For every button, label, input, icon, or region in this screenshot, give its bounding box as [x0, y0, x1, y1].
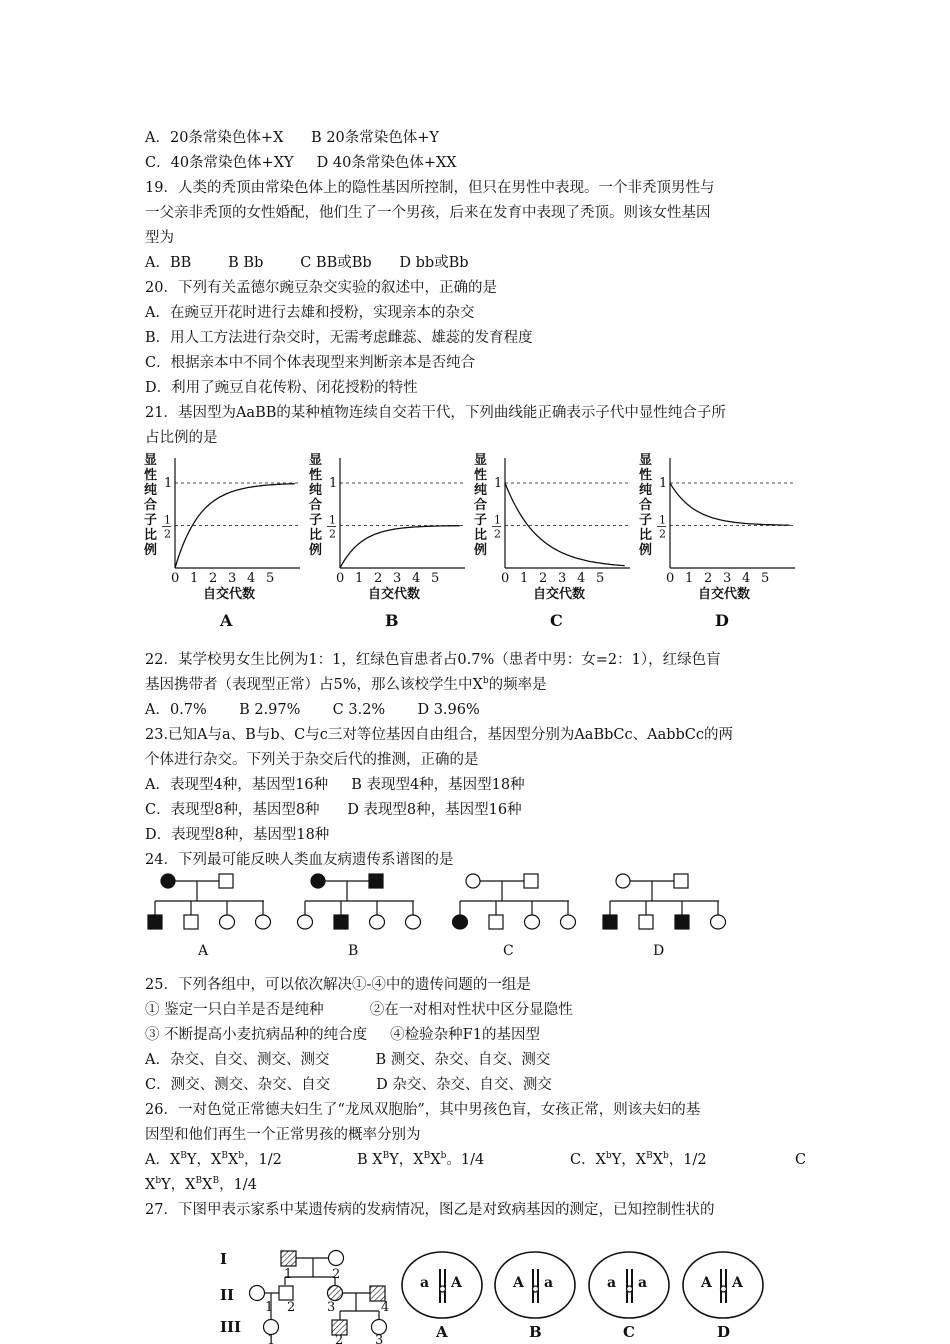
y-axis-label-char: 子	[144, 513, 158, 528]
pedigree-c	[453, 874, 576, 959]
q21-curve-figures	[140, 450, 800, 635]
figure-caption: C	[503, 943, 514, 959]
y-axis-label-char: 例	[639, 543, 653, 558]
father-symbol	[369, 874, 383, 888]
i1-affected-male	[281, 1251, 296, 1266]
father-symbol	[219, 874, 233, 888]
text-segment: Y，X	[389, 1152, 424, 1168]
curve-panel-b	[308, 453, 465, 630]
y-axis-label-char: 纯	[144, 483, 158, 498]
x-tick-label: 2	[374, 571, 383, 586]
child-male-symbol	[603, 915, 617, 929]
text-line: A．杂交、自交、测交、测交 B 测交、杂交、自交、测交	[145, 1052, 551, 1068]
text-line: 21．基因型为AaBB的某种植物连续自交若干代，下列曲线能正确表示子代中显性纯合子所	[145, 405, 726, 421]
x-tick-label: 4	[412, 571, 421, 586]
figure-caption: A	[436, 1323, 448, 1341]
y-axis-label-char: 例	[309, 543, 323, 558]
individual-number: 2	[335, 1333, 344, 1344]
individual-number: 1	[284, 1267, 293, 1282]
ii1-female	[250, 1286, 265, 1301]
figure-caption: A	[198, 943, 209, 959]
generation-label: I	[220, 1250, 228, 1268]
allele-label: a	[420, 1275, 430, 1291]
y-axis-label-char: 性	[309, 468, 323, 483]
centromere	[533, 1286, 539, 1292]
x-tick-label: 1	[520, 571, 529, 586]
superscript: B	[180, 1151, 187, 1162]
y-axis-label-char: 子	[309, 513, 323, 528]
x-tick-label: 4	[577, 571, 586, 586]
x-tick-label: 5	[596, 571, 605, 586]
x-axis-label: 自交代数	[368, 587, 421, 602]
superscript: b	[605, 1151, 612, 1162]
superscript: b	[238, 1151, 245, 1162]
x-tick-label: 5	[431, 571, 440, 586]
child-female-symbol	[525, 915, 540, 929]
y-axis-label-char: 合	[144, 498, 158, 513]
text-line: 27．下图甲表示家系中某遗传病的发病情况，图乙是对致病基因的测定，已知控制性状的	[145, 1202, 715, 1218]
allele-label: a	[544, 1275, 554, 1291]
figure-caption: D	[717, 1323, 731, 1341]
individual-number: 3	[375, 1333, 384, 1344]
mother-symbol	[311, 874, 325, 888]
x-axis-label: 自交代数	[533, 587, 586, 602]
x-tick-label: 5	[266, 571, 275, 586]
child-female-symbol	[256, 915, 271, 929]
generation-label: II	[220, 1286, 235, 1304]
x-tick-label: 2	[539, 571, 548, 586]
x-axis-label: 自交代数	[698, 587, 751, 602]
superscript: B	[212, 1176, 220, 1187]
i2-female	[329, 1251, 344, 1266]
text-line: 占比例的是	[145, 430, 218, 446]
text-line: 因型和他们再生一个正常男孩的概率分别为	[145, 1127, 421, 1143]
text-line: A．表现型4种，基因型16种 B 表现型4种，基因型18种	[145, 777, 525, 793]
x-tick-label: 2	[209, 571, 218, 586]
x-axis-label: 自交代数	[203, 587, 256, 602]
individual-number: 2	[287, 1300, 296, 1315]
superscript: b	[155, 1176, 162, 1187]
text-line: A．BB B Bb C BB或Bb D bb或Bb	[145, 255, 469, 271]
text-segment: X	[430, 1152, 441, 1168]
y-axis-label-char: 显	[639, 453, 653, 468]
x-tick-label: 2	[704, 571, 713, 586]
figure-caption: D	[653, 943, 665, 959]
gene-cell-c	[589, 1252, 669, 1341]
text-segment: X	[652, 1152, 664, 1168]
individual-number: 3	[327, 1300, 336, 1315]
x-tick-label: 4	[247, 571, 256, 586]
child-female-symbol	[370, 915, 385, 929]
individual-number: 4	[381, 1300, 390, 1315]
y-axis-label-char: 性	[639, 468, 653, 483]
ii4-affected-male	[370, 1286, 385, 1301]
y-tick-label: 1	[494, 476, 503, 491]
allele-label: A	[451, 1275, 462, 1291]
gene-cell-b	[495, 1252, 575, 1341]
curve-line	[505, 483, 625, 566]
father-symbol	[524, 874, 538, 888]
y-tick-label: 2	[329, 527, 336, 541]
y-axis-label-char: 例	[474, 543, 488, 558]
cell-outline	[495, 1252, 575, 1318]
mother-symbol	[466, 874, 480, 888]
figure-caption: A	[220, 611, 233, 630]
y-axis-label-char: 合	[474, 498, 488, 513]
text-line: C．测交、测交、杂交、自交 D 杂交、杂交、自交、测交	[145, 1077, 552, 1093]
x-tick-label: 1	[355, 571, 364, 586]
individual-number: 1	[265, 1300, 274, 1315]
text-line: 26．一对色觉正常德夫妇生了“龙凤双胞胎”，其中男孩色盲，女孩正常，则该夫妇的基	[145, 1102, 701, 1118]
curve-panel-d	[638, 453, 795, 630]
figure-caption: B	[385, 611, 399, 630]
superscript: b	[482, 676, 489, 687]
y-axis-label-char: 比	[474, 528, 488, 543]
individual-number: 1	[267, 1333, 276, 1344]
y-axis-label-char: 比	[309, 528, 323, 543]
figure-caption: C	[550, 611, 563, 630]
superscript: B	[195, 1176, 203, 1187]
text-line: A．在豌豆开花时进行去雄和授粉，实现亲本的杂交	[145, 305, 475, 321]
text-segment: 基因携带者（表现型正常）占5%，那么该校学生中X	[145, 677, 483, 693]
text-segment: X	[227, 1152, 239, 1168]
pedigree-b	[298, 874, 421, 959]
child-male-symbol	[489, 915, 503, 929]
allele-label: a	[607, 1275, 617, 1291]
allele-label: a	[638, 1275, 648, 1291]
y-axis-label-char: 比	[639, 528, 653, 543]
cell-outline	[589, 1252, 669, 1318]
figure-caption: B	[348, 943, 359, 959]
child-female-symbol	[220, 915, 235, 929]
q26-option-a	[145, 1150, 282, 1170]
superscript: B	[646, 1151, 653, 1162]
figure-caption: D	[715, 611, 729, 630]
allele-label: A	[513, 1275, 524, 1291]
text-line: 23.已知A与a、B与b、C与c三对等位基因自由组合，基因型分别为AaBbCc、AabbCc的两	[145, 727, 733, 743]
x-tick-label: 0	[666, 571, 675, 586]
x-tick-label: 4	[742, 571, 751, 586]
y-tick-label: 1	[659, 476, 668, 491]
text-line: C．根据亲本中不同个体表现型来判断亲本是否纯合	[145, 355, 476, 371]
superscript: B	[221, 1151, 228, 1162]
ii2-male	[279, 1286, 293, 1300]
superscript: B	[382, 1151, 390, 1162]
text-line: D．表现型8种，基因型18种	[145, 827, 330, 843]
text-segment: ，1/4	[219, 1177, 257, 1193]
text-line: 20．下列有关孟德尔豌豆杂交实验的叙述中，正确的是	[145, 280, 497, 296]
pedigree-d	[603, 874, 726, 959]
text-segment: Y，X	[186, 1152, 222, 1168]
mother-symbol	[616, 874, 630, 888]
text-line: A．20条常染色体+X B 20条常染色体+Y	[145, 130, 439, 146]
text-segment: Y，X	[161, 1177, 196, 1193]
text-segment: 的频率是	[488, 677, 547, 693]
text-line: 个体进行杂交。下列关于杂交后代的推测，正确的是	[145, 752, 479, 768]
y-tick-label: 1	[329, 476, 338, 491]
y-axis-label-char: 例	[144, 543, 158, 558]
x-tick-label: 3	[228, 571, 237, 586]
q26-option-d	[145, 1175, 257, 1195]
child-male-symbol	[675, 915, 689, 929]
text-segment: ，1/2	[244, 1152, 282, 1168]
child-female-symbol	[406, 915, 421, 929]
q26-option-c	[570, 1150, 707, 1170]
text-segment: A．X	[145, 1152, 181, 1168]
text-line: A．0.7% B 2.97% C 3.2% D 3.96%	[145, 702, 480, 718]
child-female-symbol	[298, 915, 313, 929]
y-axis-label-char: 纯	[474, 483, 488, 498]
x-tick-label: 3	[393, 571, 402, 586]
y-axis-label-char: 纯	[639, 483, 653, 498]
x-tick-label: 3	[723, 571, 732, 586]
y-tick-label: 2	[659, 527, 666, 541]
superscript: b	[440, 1151, 447, 1162]
child-male-symbol	[184, 915, 198, 929]
figure-caption: C	[623, 1323, 635, 1341]
q26-option-d-label: C	[795, 1152, 807, 1168]
q26-option-b	[357, 1150, 484, 1170]
text-line: 一父亲非秃顶的女性婚配，他们生了一个男孩，后来在发育中表现了秃顶。则该女性基因	[145, 205, 711, 221]
text-segment: ，1/2	[668, 1152, 707, 1168]
centromere	[627, 1286, 633, 1292]
y-axis-label-char: 显	[309, 453, 323, 468]
text-line: 19．人类的秃顶由常染色体上的隐性基因所控制，但只在男性中表现。一个非秃顶男性与	[145, 180, 715, 196]
text-line: D．利用了豌豆自花传粉、闭花授粉的特性	[145, 380, 418, 396]
allele-label: A	[701, 1275, 712, 1291]
child-female-symbol	[453, 915, 468, 929]
generation-label: III	[220, 1318, 242, 1336]
y-axis-label-char: 性	[144, 468, 158, 483]
text-line: C．表现型8种，基因型8种 D 表现型8种，基因型16种	[145, 802, 522, 818]
q27-figure	[215, 1245, 775, 1344]
gene-cell-a	[402, 1252, 482, 1341]
x-tick-label: 1	[685, 571, 694, 586]
text-segment: X	[145, 1177, 156, 1193]
text-segment: X	[202, 1177, 213, 1193]
q24-pedigree-figures	[140, 865, 740, 965]
mother-symbol	[161, 874, 175, 888]
curve-line	[340, 526, 460, 568]
y-axis-label-char: 性	[474, 468, 488, 483]
x-tick-label: 0	[336, 571, 345, 586]
y-axis-label-char: 比	[144, 528, 158, 543]
y-axis-label-char: 显	[144, 453, 158, 468]
superscript: b	[663, 1151, 669, 1162]
individual-number: 2	[332, 1267, 341, 1282]
text-segment: 。1/4	[446, 1152, 485, 1168]
text-line: ③ 不断提高小麦抗病品种的纯合度 ④检验杂种F1的基因型	[145, 1027, 540, 1043]
text-segment: C．X	[570, 1152, 606, 1168]
child-male-symbol	[148, 915, 162, 929]
x-tick-label: 5	[761, 571, 770, 586]
y-tick-label: 1	[164, 476, 173, 491]
text-segment: B X	[357, 1152, 383, 1168]
y-tick-label: 2	[494, 527, 501, 541]
y-tick-label: 1	[164, 513, 171, 527]
centromere	[721, 1286, 727, 1292]
father-symbol	[674, 874, 688, 888]
text-line: 型为	[145, 230, 174, 246]
text-line: 24．下列最可能反映人类血友病遗传系谱图的是	[145, 852, 454, 868]
y-tick-label: 1	[329, 513, 336, 527]
curve-line	[670, 483, 790, 525]
curve-panel-c	[473, 453, 630, 630]
cell-outline	[402, 1252, 482, 1318]
text-line: ① 鉴定一只白羊是否是纯种 ②在一对相对性状中区分显隐性	[145, 1002, 573, 1018]
gene-cell-d	[683, 1252, 763, 1341]
y-axis-label-char: 纯	[309, 483, 323, 498]
child-female-symbol	[561, 915, 576, 929]
text-segment: Y，X	[611, 1152, 647, 1168]
child-male-symbol	[334, 915, 348, 929]
y-axis-label-char: 子	[639, 513, 653, 528]
child-male-symbol	[639, 915, 653, 929]
pedigree-a	[148, 874, 271, 959]
text-line: 22．某学校男女生比例为1：1，红绿色盲患者占0.7%（患者中男：女=2：1），红绿色盲	[145, 652, 721, 668]
superscript: B	[423, 1151, 431, 1162]
allele-label: A	[732, 1275, 743, 1291]
cell-outline	[683, 1252, 763, 1318]
x-tick-label: 3	[558, 571, 567, 586]
centromere	[440, 1286, 446, 1292]
text-line: 25．下列各组中，可以依次解决①-④中的遗传问题的一组是	[145, 977, 531, 993]
text-line: B．用人工方法进行杂交时，无需考虑雌蕊、雄蕊的发育程度	[145, 330, 533, 346]
y-axis-label-char: 显	[474, 453, 488, 468]
y-tick-label: 2	[164, 527, 171, 541]
text-line	[145, 675, 547, 695]
x-tick-label: 0	[501, 571, 510, 586]
y-axis-label-char: 子	[474, 513, 488, 528]
child-female-symbol	[711, 915, 726, 929]
curve-line	[175, 484, 295, 568]
ii3-affected-female	[328, 1286, 343, 1301]
figure-caption: B	[529, 1323, 542, 1341]
x-tick-label: 1	[190, 571, 199, 586]
curve-panel-a	[143, 453, 300, 630]
y-tick-label: 1	[494, 513, 501, 527]
y-tick-label: 1	[659, 513, 666, 527]
y-axis-label-char: 合	[639, 498, 653, 513]
y-axis-label-char: 合	[309, 498, 323, 513]
x-tick-label: 0	[171, 571, 180, 586]
text-line: C．40条常染色体+XY D 40条常染色体+XX	[145, 155, 457, 171]
